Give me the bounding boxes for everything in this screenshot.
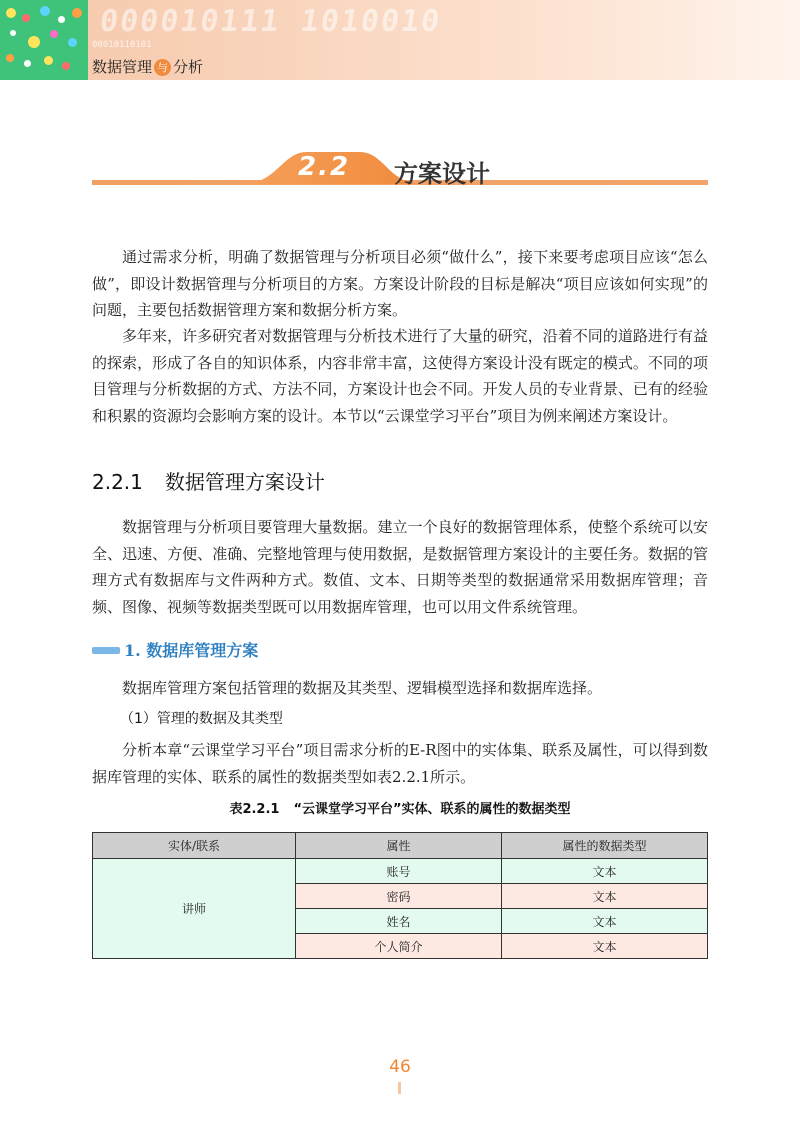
page-number-tick [398, 1082, 401, 1094]
table-cell-attribute: 个人简介 [295, 934, 501, 959]
table-row [93, 859, 708, 884]
intro-paragraph-1: 通过需求分析，明确了数据管理与分析项目必须“做什么”，接下来要考虑项目应该“怎么做”，即设计数据管理与分析项目的方案。方案设计阶段的目标是解决“项目应该如何实现”的问题，主要包括数据管理方案和数据分析方案。 [92, 248, 708, 319]
subsection-heading [92, 466, 325, 495]
table-header-type: 属性的数据类型 [501, 833, 707, 859]
page-number: 46 [389, 1057, 411, 1077]
table-cell-attribute: 密码 [295, 884, 501, 909]
section-number: 2.2 [298, 152, 351, 182]
level3-item-1: （1）管理的数据及其类型 [120, 711, 283, 727]
table-caption [92, 798, 708, 817]
table-header-entity: 实体/联系 [93, 833, 296, 859]
header-binary-decoration: 000010111 1010010 [97, 4, 444, 39]
book-title [92, 56, 203, 77]
intro-paragraph-2: 多年来，许多研究者对数据管理与分析技术进行了大量的研究，沿着不同的道路进行有益的探索，形成了各自的知识体系，内容非常丰富，这使得方案设计没有既定的模式。不同的项目管理与分析数据的方式、方法不同，方案设计也会不同。开发人员的专业背景、已有的经验和积累的资源均会影响方案的设计。本节以“云课堂学习平台”项目为例来阐述方案设计。 [92, 327, 708, 425]
table-cell-type: 文本 [501, 884, 707, 909]
book-title-part1: 数据管理 [92, 58, 153, 76]
table-cell-type: 文本 [501, 934, 707, 959]
table-caption-text: “云课堂学习平台”实体、联系的属性的数据类型 [293, 802, 571, 817]
subsection-title: 数据管理方案设计 [164, 470, 325, 494]
subsection-paragraph-1: 数据管理与分析项目要管理大量数据。建立一个良好的数据管理体系，使整个系统可以安全、迅速、方便、准确、完整地管理与使用数据，是数据管理方案设计的主要任务。数据的管理方式有数据库与文件两种方式。数值、文本、日期等类型的数据通常采用数据库管理；音频、图像、视频等数据类型既可以用数据库管理，也可以用文件系统管理。 [92, 518, 708, 616]
book-title-part2: 分析 [173, 58, 204, 76]
data-type-table [92, 832, 708, 959]
header-logo-icon [0, 0, 88, 80]
table-cell-type: 文本 [501, 909, 707, 934]
book-title-connector: 与 [154, 59, 171, 76]
section-title: 方案设计 [394, 160, 490, 188]
level3-paragraph-1: 数据库管理方案包括管理的数据及其类型、逻辑模型选择和数据库选择。 [122, 679, 603, 697]
table-cell-type: 文本 [501, 859, 707, 884]
level3-heading-title: 1. 数据库管理方案 [124, 641, 259, 660]
table-caption-number: 表2.2.1 [229, 802, 280, 817]
level3-paragraph-2: 分析本章“云课堂学习平台”项目需求分析的E-R图中的实体集、联系及属性，可以得到数据库管理的实体、联系的属性的数据类型如表2.2.1所示。 [92, 741, 708, 786]
subsection-number: 2.2.1 [92, 470, 143, 494]
table-header-row [93, 833, 708, 859]
table-cell-attribute: 账号 [295, 859, 501, 884]
table-header-attribute: 属性 [295, 833, 501, 859]
page-header [0, 0, 800, 80]
header-binary-small: 00010110101 [92, 40, 152, 50]
table-cell-attribute: 姓名 [295, 909, 501, 934]
level3-heading-bar [92, 647, 120, 654]
table-cell-entity: 讲师 [93, 859, 296, 959]
